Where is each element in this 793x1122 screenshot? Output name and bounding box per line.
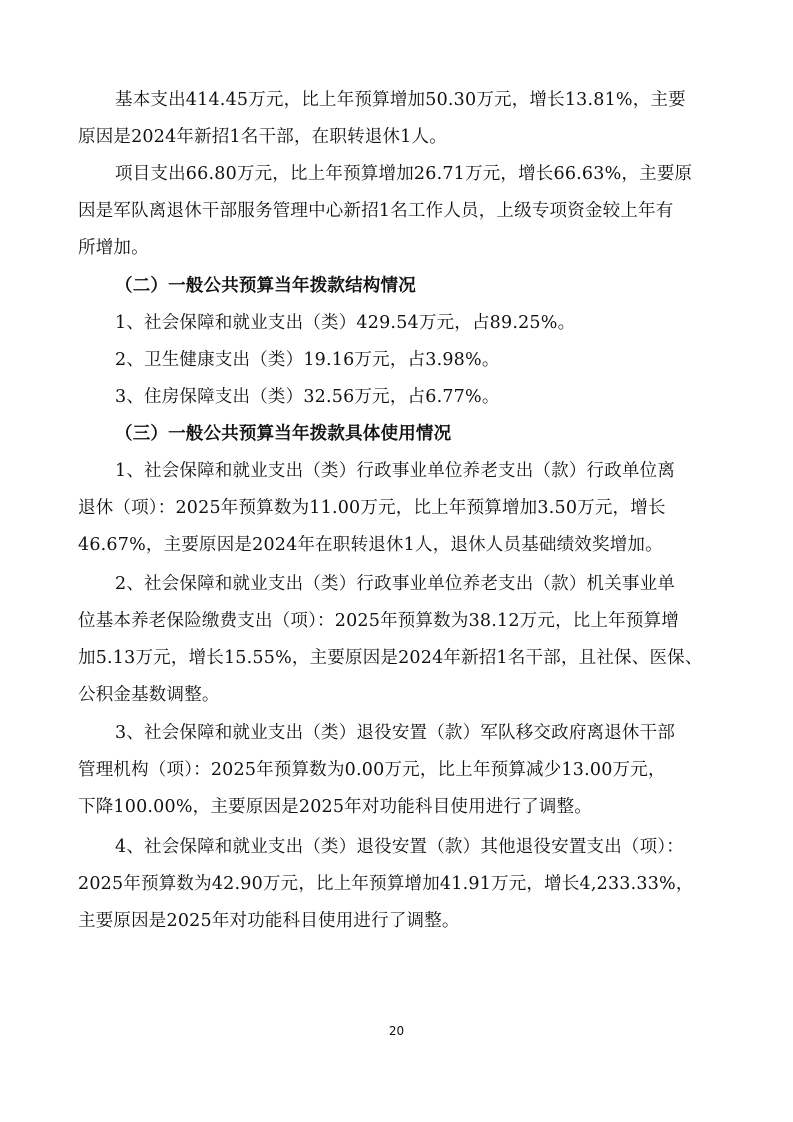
- text-line: 原因是2024年新招1名干部，在职转退休1人。: [78, 127, 447, 147]
- paragraph-usage-2: [78, 566, 718, 714]
- section-heading: （二）一般公共预算当年拨款结构情况: [115, 276, 416, 296]
- paragraph-project-expense: [78, 156, 718, 267]
- text-line: 4、社会保障和就业支出（类）退役安置（款）其他退役安置支出（项）：: [115, 837, 684, 857]
- paragraph-usage-1: [78, 453, 718, 564]
- text-line: 46.67%，主要原因是2024年在职转退休1人，退休人员基础绩效奖增加。: [78, 535, 663, 555]
- text-line: 3、社会保障和就业支出（类）退役安置（款）军队移交政府离退休干部: [115, 723, 676, 743]
- paragraph-usage-4: [78, 829, 718, 940]
- text-line: 1、社会保障和就业支出（类）429.54万元，占89.25%。: [115, 313, 576, 333]
- page-number: 20: [388, 1024, 405, 1038]
- text-line: 管理机构（项）：2025年预算数为0.00万元，比上年预算减少13.00万元，: [78, 760, 666, 780]
- text-line: 2、社会保障和就业支出（类）行政事业单位养老支出（款）机关事业单: [115, 574, 676, 594]
- paragraph-item-3: [78, 379, 718, 416]
- text-line: 加5.13万元，增长15.55%，主要原因是2024年新招1名干部，且社保、医保、: [78, 648, 703, 668]
- text-line: 3、住房保障支出（类）32.56万元，占6.77%。: [115, 387, 500, 407]
- text-line: 所增加。: [78, 238, 149, 258]
- paragraph-basic-expense: [78, 82, 718, 156]
- paragraph-item-2: [78, 342, 718, 379]
- text-line: 主要原因是2025年对功能科目使用进行了调整。: [78, 911, 460, 931]
- text-line: 1、社会保障和就业支出（类）行政事业单位养老支出（款）行政单位离: [115, 461, 676, 481]
- paragraph-usage-3: [78, 715, 718, 826]
- text-line: 位基本养老保险缴费支出（项）：2025年预算数为38.12万元，比上年预算增: [78, 611, 679, 631]
- text-line: 2、卫生健康支出（类）19.16万元，占3.98%。: [115, 350, 500, 370]
- section-heading-structure: [78, 268, 718, 305]
- text-line: 下降100.00%，主要原因是2025年对功能科目使用进行了调整。: [78, 797, 592, 817]
- text-line: 因是军队离退休干部服务管理中心新招1名工作人员，上级专项资金较上年有: [78, 201, 674, 221]
- text-line: 基本支出414.45万元，比上年预算增加50.30万元，增长13.81%，主要: [115, 90, 686, 110]
- paragraph-item-1: [78, 305, 718, 342]
- section-heading-usage: [78, 416, 718, 453]
- text-line: 公积金基数调整。: [78, 685, 220, 705]
- text-line: 项目支出66.80万元，比上年预算增加26.71万元，增长66.63%，主要原: [115, 164, 693, 184]
- text-line: 退休（项）：2025年预算数为11.00万元，比上年预算增加3.50万元，增长: [78, 498, 666, 518]
- text-line: 2025年预算数为42.90万元，比上年预算增加41.91万元，增长4,233.33%，: [78, 874, 694, 894]
- section-heading: （三）一般公共预算当年拨款具体使用情况: [115, 424, 452, 444]
